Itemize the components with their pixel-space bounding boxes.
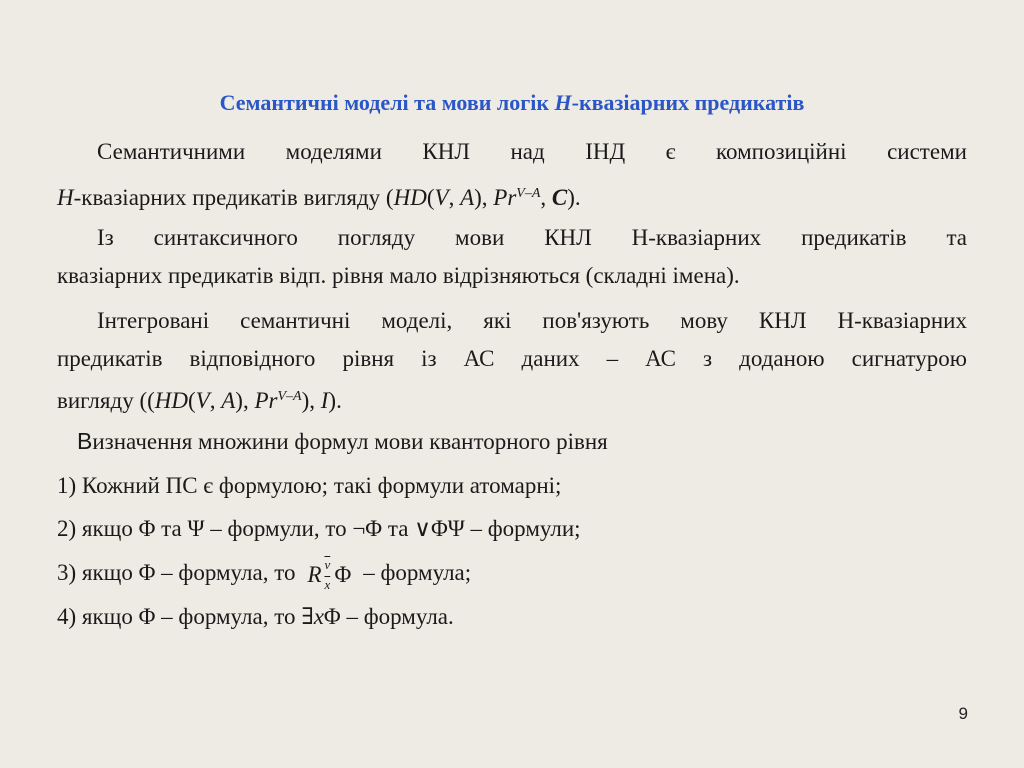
p1l1-word: системи	[887, 139, 967, 164]
paragraph-2-line-2: квазіарних предикатів відп. рівня мало відрізняються (складні імена).	[57, 263, 740, 288]
p1l1-word: Семантичними	[97, 139, 246, 164]
p3l1-word: пов'язують	[542, 308, 650, 333]
p1l1-word: КНЛ	[422, 139, 470, 164]
p2l1-word: погляду	[337, 225, 416, 250]
p2l1-word: предикатів	[801, 225, 907, 250]
p1l1-word: ІНД	[585, 139, 626, 164]
p2l1-word: та	[946, 225, 967, 250]
p3l1-word: які	[483, 308, 512, 333]
p3l2-word: даних	[521, 346, 580, 371]
p3l2-word: доданою	[739, 346, 825, 371]
p3l2-word: предикатів	[57, 346, 163, 371]
paragraph-3-line-1	[57, 302, 967, 340]
p3l2-word: з	[703, 346, 713, 371]
p3l2-word: рівня	[342, 346, 395, 371]
p3l1-word: КНЛ	[758, 308, 807, 333]
p3l1-word: H-квазіарних	[837, 308, 967, 333]
p2l1-word: мови	[455, 225, 505, 250]
p3l2-word: відповідного	[189, 346, 316, 371]
title-text-end: -квазіарних предикатів	[571, 90, 805, 115]
p3l1-word: Інтегровані	[97, 308, 210, 333]
paragraph-1-line-2: H-квазіарних предикатів вигляду (HD(V, A), $Pr^{V-A}$, C).	[57, 185, 581, 210]
p3l2-word: АС	[463, 346, 495, 371]
slide-title	[57, 90, 967, 116]
list-item-3: 3) якщо Φ – формула, то R $\overline{v}$ $\overline{x}$ Φ – формула;	[57, 554, 471, 592]
p2l1-word: Із	[97, 225, 114, 250]
list-item-2: 2) якщо Φ та Ψ – формули, то ¬Φ та ∨ΦΨ – формули;	[57, 516, 581, 541]
p3l2-word: сигнатурою	[851, 346, 967, 371]
paragraph-3-line-2	[57, 340, 967, 378]
renomination-symbol: R $\overline{v}$ $\overline{x}$ Φ	[307, 557, 352, 592]
paragraph-1-line-1	[57, 133, 967, 171]
definition-heading: Визначення множини формул мови кванторного рівня	[77, 428, 608, 454]
p2l1-word: H-квазіарних	[631, 225, 762, 250]
p1l1-word: моделями	[285, 139, 382, 164]
paragraph-2-line-1	[57, 219, 967, 257]
list-item-4: 4) якщо Φ – формула, то ∃xΦ – формула.	[57, 604, 454, 629]
p3l2-word: –	[606, 346, 619, 371]
p2l1-word: КНЛ	[544, 225, 592, 250]
list-item-1: 1) Кожний ПС є формулою; такі формули атомарні;	[57, 473, 562, 498]
p1l1-word: є	[665, 139, 676, 164]
p2l1-word: синтаксичного	[153, 225, 298, 250]
p3l2-word: із	[421, 346, 437, 371]
p3l1-word: мову	[680, 308, 728, 333]
title-h: H	[554, 90, 572, 115]
p3l1-word: моделі,	[381, 308, 453, 333]
page-number: 9	[958, 704, 968, 723]
title-text: Семантичні моделі та мови логік	[219, 90, 555, 115]
p3l1-word: семантичні	[240, 308, 351, 333]
p3l2-word: АС	[645, 346, 676, 371]
paragraph-3-line-3: вигляду ((HD(V, A), $Pr^{V-A}$), I).	[57, 388, 342, 413]
p1l1-word: композиційні	[716, 139, 847, 164]
p1l1-word: над	[510, 139, 545, 164]
slide	[57, 0, 967, 768]
